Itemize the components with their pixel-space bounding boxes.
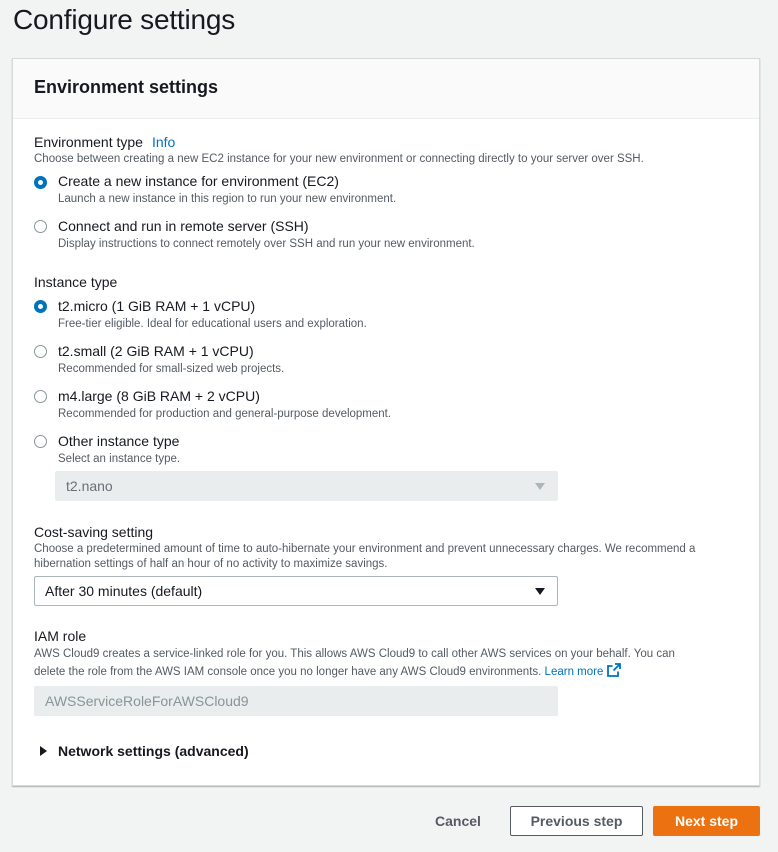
radio-m4-large[interactable] xyxy=(34,390,47,403)
radio-create-ec2[interactable] xyxy=(34,176,47,189)
cost-saving-description-2: hibernation settings of half an hour of no activity to maximize savings. xyxy=(34,558,388,570)
radio-connect-ssh[interactable] xyxy=(34,220,47,233)
option-create-ec2-description: Launch a new instance in this region to run your new environment. xyxy=(58,193,397,205)
option-other-instance-description: Select an instance type. xyxy=(58,453,181,465)
panel-header xyxy=(13,59,759,119)
external-link-icon[interactable] xyxy=(607,663,621,680)
option-connect-ssh-label[interactable]: Connect and run in remote server (SSH) xyxy=(58,218,309,234)
option-t2-small-description: Recommended for small-sized web projects. xyxy=(58,363,285,375)
environment-type-label xyxy=(34,134,175,150)
panel-title: Environment settings xyxy=(34,77,219,97)
iam-role-label: IAM role xyxy=(34,628,87,644)
option-t2-micro-description: Free-tier eligible. Ideal for educational users and exploration. xyxy=(58,318,367,330)
option-create-ec2-label[interactable]: Create a new instance for environment (EC2) xyxy=(58,173,339,189)
previous-step-button[interactable]: Previous step xyxy=(510,806,643,836)
environment-type-label-text: Environment type xyxy=(34,134,143,150)
environment-type-description: Choose between creating a new EC2 instance for your new environment or connecting directly to your server over SSH. xyxy=(34,153,644,165)
instance-type-label: Instance type xyxy=(34,274,118,290)
option-m4-large-label[interactable]: m4.large (8 GiB RAM + 2 vCPU) xyxy=(58,388,260,404)
iam-role-description-2-text: delete the role from the AWS IAM console once you no longer have any AWS Cloud9 environments. xyxy=(34,666,542,678)
option-connect-ssh-description: Display instructions to connect remotely over SSH and run your new environment. xyxy=(58,238,475,250)
other-instance-select[interactable] xyxy=(55,471,558,501)
iam-role-description-2 xyxy=(34,663,621,680)
chevron-down-icon xyxy=(535,483,545,490)
next-step-button[interactable]: Next step xyxy=(653,806,760,836)
cancel-button[interactable]: Cancel xyxy=(435,813,481,829)
option-other-instance-label[interactable]: Other instance type xyxy=(58,433,180,449)
other-instance-select-value: t2.nano xyxy=(66,478,113,494)
environment-type-info-link[interactable]: Info xyxy=(151,134,176,150)
cost-saving-description-1: Choose a predetermined amount of time to auto-hibernate your environment and prevent unnecessary charges. We recommend a xyxy=(34,543,696,555)
radio-other-instance[interactable] xyxy=(34,435,47,448)
iam-role-description-1: AWS Cloud9 creates a service-linked role for you. This allows AWS Cloud9 to call other AWS services on your behalf. You can xyxy=(34,648,675,660)
cost-saving-label: Cost-saving setting xyxy=(34,524,154,540)
caret-right-icon[interactable] xyxy=(40,746,47,756)
iam-role-input[interactable]: AWSServiceRoleForAWSCloud9 xyxy=(34,686,558,716)
option-m4-large-description: Recommended for production and general-purpose development. xyxy=(58,408,392,420)
learn-more-link[interactable]: Learn more xyxy=(544,666,604,678)
option-t2-micro-label[interactable]: t2.micro (1 GiB RAM + 1 vCPU) xyxy=(58,298,256,314)
radio-t2-micro[interactable] xyxy=(34,300,47,313)
environment-settings-panel xyxy=(12,58,760,786)
page-title: Configure settings xyxy=(13,4,236,35)
cost-saving-select[interactable] xyxy=(34,576,558,606)
chevron-down-icon xyxy=(535,588,545,595)
cost-saving-select-value: After 30 minutes (default) xyxy=(45,583,203,599)
option-t2-small-label[interactable]: t2.small (2 GiB RAM + 1 vCPU) xyxy=(58,343,254,359)
network-settings-toggle[interactable]: Network settings (advanced) xyxy=(58,743,249,759)
radio-t2-small[interactable] xyxy=(34,345,47,358)
